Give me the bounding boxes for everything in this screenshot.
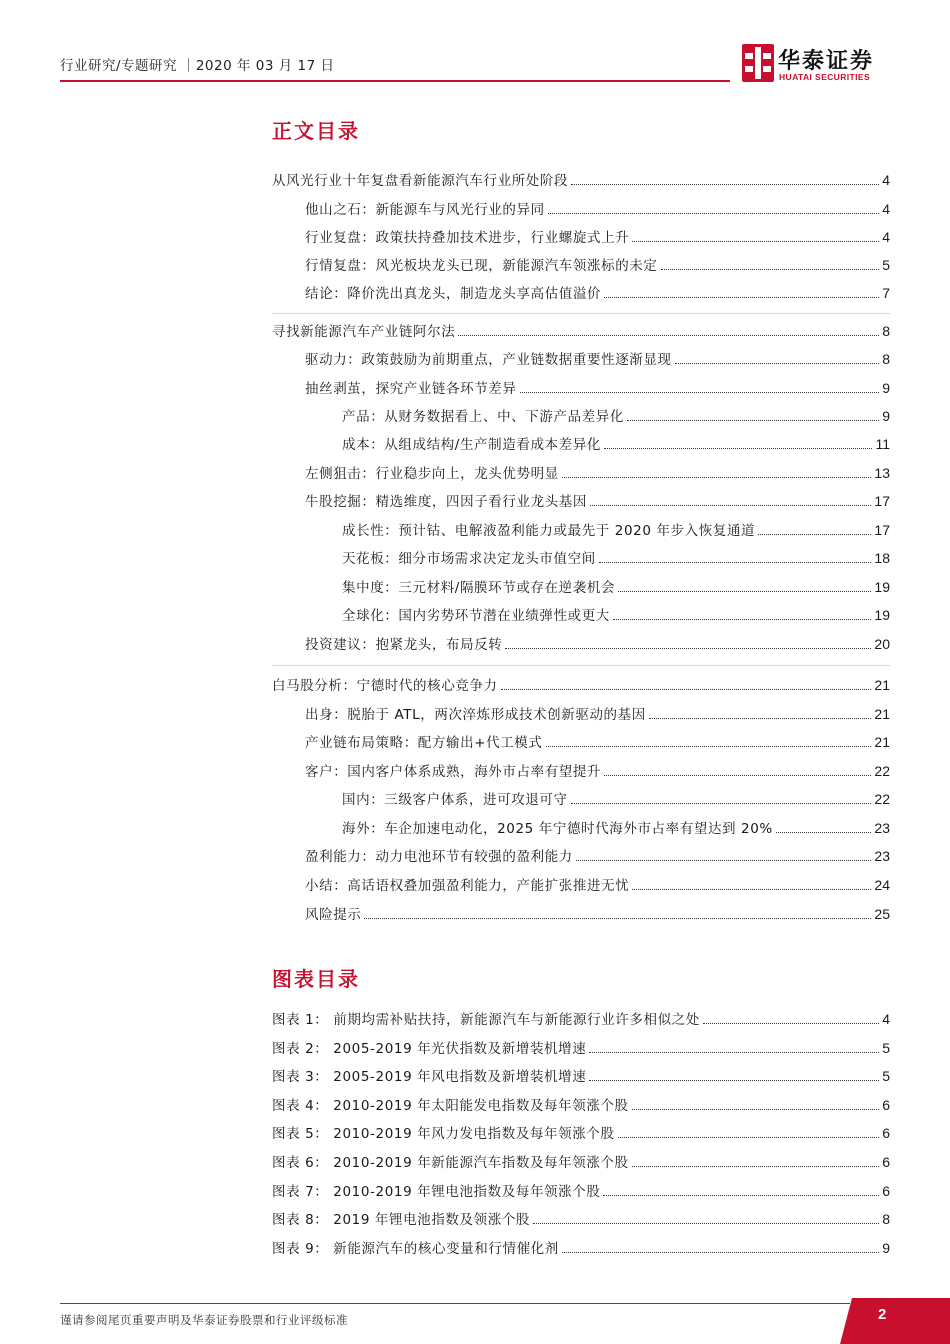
figure-entry-page: 5	[882, 1040, 890, 1056]
figure-entry[interactable]	[272, 1093, 890, 1117]
toc-leader-dots	[776, 816, 872, 833]
toc-entry[interactable]	[342, 518, 890, 542]
toc-entry-page: 19	[874, 579, 890, 595]
toc-entry-page: 19	[874, 607, 890, 623]
toc-entry-label: 驱动力：政策鼓励为前期重点，产业链数据重要性逐渐显现	[305, 352, 672, 368]
toc-leader-dots	[571, 168, 879, 185]
toc-entry-label: 成长性：预计钴、电解液盈利能力或最先于 2020 年步入恢复通道	[342, 523, 756, 539]
toc-entry-label: 结论：降价洗出真龙头，制造龙头享高估值溢价	[305, 286, 602, 302]
toc-entry-page: 23	[874, 848, 890, 864]
toc-leader-dots	[576, 844, 872, 861]
brand-logo	[742, 44, 902, 84]
figure-entry[interactable]	[272, 1121, 890, 1145]
figure-entry-label: 图表 6： 2010-2019 年新能源汽车指数及每年领涨个股	[272, 1155, 629, 1171]
figure-entry-page: 6	[882, 1154, 890, 1170]
toc-group-divider	[272, 665, 890, 666]
toc-entry[interactable]	[342, 432, 890, 456]
toc-entry-label: 客户：国内客户体系成熟，海外市占率有望提升	[305, 764, 602, 780]
toc-entry[interactable]	[305, 730, 890, 754]
figure-entry-label: 图表 4： 2010-2019 年太阳能发电指数及每年领涨个股	[272, 1098, 629, 1114]
figure-entry-label: 图表 9： 新能源汽车的核心变量和行情催化剂	[272, 1241, 559, 1257]
figures-title: 图表目录	[272, 967, 360, 991]
toc-leader-dots	[501, 673, 872, 690]
toc-entry-label: 产品：从财务数据看上、中、下游产品差异化	[342, 409, 624, 425]
toc-entry-page: 17	[874, 522, 890, 538]
figure-entry-label: 图表 5： 2010-2019 年风力发电指数及每年领涨个股	[272, 1126, 615, 1142]
figure-entry-page: 8	[882, 1211, 890, 1227]
toc-entry-page: 8	[882, 323, 890, 339]
footer-divider	[60, 1303, 850, 1304]
toc-entry-page: 22	[874, 763, 890, 779]
toc-entry[interactable]	[305, 253, 890, 277]
toc-entry[interactable]	[272, 673, 890, 697]
toc-entry-label: 抽丝剥茧，探究产业链各环节差异	[305, 381, 517, 397]
figure-entry-label: 图表 7： 2010-2019 年锂电池指数及每年领涨个股	[272, 1184, 601, 1200]
toc-entry-label: 白马股分析：宁德时代的核心竞争力	[272, 678, 498, 694]
header-breadcrumb: 行业研究/专题研究 ｜2020 年 03 月 17 日	[60, 58, 335, 74]
toc-leader-dots	[618, 575, 871, 592]
toc-entry[interactable]	[305, 489, 890, 513]
figure-entry[interactable]	[272, 1064, 890, 1088]
toc-leader-dots	[364, 902, 871, 919]
toc-entry[interactable]	[342, 575, 890, 599]
toc-leader-dots	[604, 759, 871, 776]
toc-entry[interactable]	[342, 546, 890, 570]
toc-entry[interactable]	[342, 603, 890, 627]
toc-entry-page: 25	[874, 906, 890, 922]
toc-entry-label: 盈利能力：动力电池环节有较强的盈利能力	[305, 849, 573, 865]
page-number-tab	[840, 1298, 950, 1344]
toc-entry[interactable]	[305, 347, 890, 371]
figure-entry[interactable]	[272, 1036, 890, 1060]
toc-entry-label: 小结：高话语权叠加强盈利能力，产能扩张推进无忧	[305, 878, 630, 894]
toc-entry[interactable]	[342, 404, 890, 428]
figure-entry-label: 图表 2： 2005-2019 年光伏指数及新增装机增速	[272, 1041, 587, 1057]
toc-group-divider	[272, 313, 890, 314]
toc-entry-label: 牛股挖掘：精选维度，四因子看行业龙头基因	[305, 494, 587, 510]
toc-entry-label: 从风光行业十年复盘看新能源汽车行业所处阶段	[272, 173, 569, 189]
toc-leader-dots	[589, 1036, 879, 1053]
toc-entry-label: 天花板：细分市场需求决定龙头市值空间	[342, 551, 596, 567]
toc-entry[interactable]	[305, 759, 890, 783]
toc-entry-page: 23	[874, 820, 890, 836]
toc-leader-dots	[505, 632, 871, 649]
brand-name-cn: 华泰证券	[778, 49, 875, 74]
toc-leader-dots	[632, 1093, 880, 1110]
toc-entry-label: 国内：三级客户体系，进可攻退可守	[342, 792, 568, 808]
toc-leader-dots	[571, 787, 872, 804]
toc-leader-dots	[604, 281, 879, 298]
toc-entry[interactable]	[305, 873, 890, 897]
toc-leader-dots	[533, 1207, 879, 1224]
toc-entry[interactable]	[305, 281, 890, 305]
toc-entry-label: 全球化：国内劣势环节潜在业绩弹性或更大	[342, 608, 610, 624]
toc-leader-dots	[661, 253, 880, 270]
toc-entry-page: 20	[874, 636, 890, 652]
toc-entry[interactable]	[305, 225, 890, 249]
toc-entry-page: 11	[875, 436, 890, 452]
toc-leader-dots	[618, 1121, 880, 1138]
toc-entry-page: 7	[882, 285, 890, 301]
toc-entry-label: 左侧狙击：行业稳步向上，龙头优势明显	[305, 466, 559, 482]
toc-entry-page: 4	[882, 201, 890, 217]
figure-entry[interactable]	[272, 1007, 890, 1031]
toc-entry-page: 4	[882, 172, 890, 188]
figure-entry-label: 图表 3： 2005-2019 年风电指数及新增装机增速	[272, 1069, 587, 1085]
toc-entry-label: 产业链布局策略：配方输出+代工模式	[305, 735, 543, 751]
toc-leader-dots	[548, 197, 880, 214]
figure-entry[interactable]	[272, 1150, 890, 1174]
toc-entry[interactable]	[305, 902, 890, 926]
toc-entry-page: 8	[882, 351, 890, 367]
toc-leader-dots	[675, 347, 880, 364]
toc-entry-label: 成本：从组成结构/生产制造看成本差异化	[342, 437, 601, 453]
toc-entry[interactable]	[305, 197, 890, 221]
figure-entry-label: 图表 1： 前期均需补贴扶持，新能源汽车与新能源行业许多相似之处	[272, 1012, 700, 1028]
toc-entry[interactable]	[305, 702, 890, 726]
toc-leader-dots	[649, 702, 872, 719]
toc-entry-label: 行情复盘：风光板块龙头已现，新能源汽车领涨标的未定	[305, 258, 658, 274]
toc-leader-dots	[632, 225, 879, 242]
toc-leader-dots	[613, 603, 872, 620]
toc-leader-dots	[599, 546, 872, 563]
toc-entry[interactable]	[342, 816, 890, 840]
toc-entry-page: 21	[874, 734, 890, 750]
toc-entry-page: 18	[874, 550, 890, 566]
toc-leader-dots	[703, 1007, 879, 1024]
toc-entry[interactable]	[305, 461, 890, 485]
toc-entry-page: 24	[874, 877, 890, 893]
toc-leader-dots	[590, 489, 871, 506]
toc-entry[interactable]	[305, 844, 890, 868]
figure-entry[interactable]	[272, 1207, 890, 1231]
figure-entry[interactable]	[272, 1236, 890, 1260]
toc-entry[interactable]	[305, 632, 890, 656]
toc-entry-label: 风险提示	[305, 907, 362, 923]
toc-entry-label: 行业复盘：政策扶持叠加技术进步，行业螺旋式上升	[305, 230, 630, 246]
figure-entry[interactable]	[272, 1179, 890, 1203]
toc-entry[interactable]	[342, 787, 890, 811]
toc-entry[interactable]	[305, 376, 890, 400]
toc-entry-page: 5	[882, 257, 890, 273]
toc-entry-page: 9	[882, 408, 890, 424]
toc-leader-dots	[520, 376, 880, 393]
toc-entry-label: 集中度：三元材料/隔膜环节或存在逆袭机会	[342, 580, 616, 596]
toc-entry-label: 出身：脱胎于 ATL，两次淬炼形成技术创新驱动的基因	[305, 707, 646, 723]
toc-leader-dots	[458, 319, 879, 336]
figure-entry-page: 4	[882, 1011, 890, 1027]
toc-leader-dots	[632, 873, 871, 890]
toc-entry-page: 4	[882, 229, 890, 245]
brand-name-en: HUATAI SECURITIES	[779, 72, 871, 82]
footer-disclaimer: 谨请参阅尾页重要声明及华泰证券股票和行业评级标准	[60, 1313, 348, 1327]
huatai-logo-icon	[742, 44, 774, 82]
toc-entry[interactable]	[272, 168, 890, 192]
toc-entry-page: 22	[874, 791, 890, 807]
toc-entry-page: 13	[874, 465, 890, 481]
figure-entry-page: 6	[882, 1097, 890, 1113]
toc-leader-dots	[758, 518, 871, 535]
toc-entry-page: 17	[874, 493, 890, 509]
toc-title: 正文目录	[272, 119, 360, 143]
figure-entry-page: 6	[882, 1183, 890, 1199]
toc-entry-label: 寻找新能源汽车产业链阿尔法	[272, 324, 456, 340]
toc-leader-dots	[562, 461, 872, 478]
toc-entry-label: 海外：车企加速电动化，2025 年宁德时代海外市占率有望达到 20%	[342, 821, 773, 837]
toc-leader-dots	[632, 1150, 880, 1167]
toc-leader-dots	[603, 1179, 879, 1196]
toc-leader-dots	[627, 404, 879, 421]
toc-entry-label: 投资建议：抱紧龙头，布局反转	[305, 637, 503, 653]
page-number: 2	[878, 1306, 887, 1323]
toc-leader-dots	[589, 1064, 879, 1081]
toc-entry-page: 9	[882, 380, 890, 396]
toc-entry-page: 21	[874, 677, 890, 693]
figure-entry-page: 5	[882, 1068, 890, 1084]
toc-entry[interactable]	[272, 319, 890, 343]
toc-leader-dots	[546, 730, 872, 747]
toc-entry-label: 他山之石：新能源车与风光行业的异同	[305, 202, 545, 218]
figure-entry-page: 9	[882, 1240, 890, 1256]
figure-entry-page: 6	[882, 1125, 890, 1141]
toc-leader-dots	[604, 432, 873, 449]
toc-entry-page: 21	[874, 706, 890, 722]
figure-entry-label: 图表 8： 2019 年锂电池指数及领涨个股	[272, 1212, 531, 1228]
header-divider	[60, 80, 730, 82]
toc-leader-dots	[562, 1236, 879, 1253]
